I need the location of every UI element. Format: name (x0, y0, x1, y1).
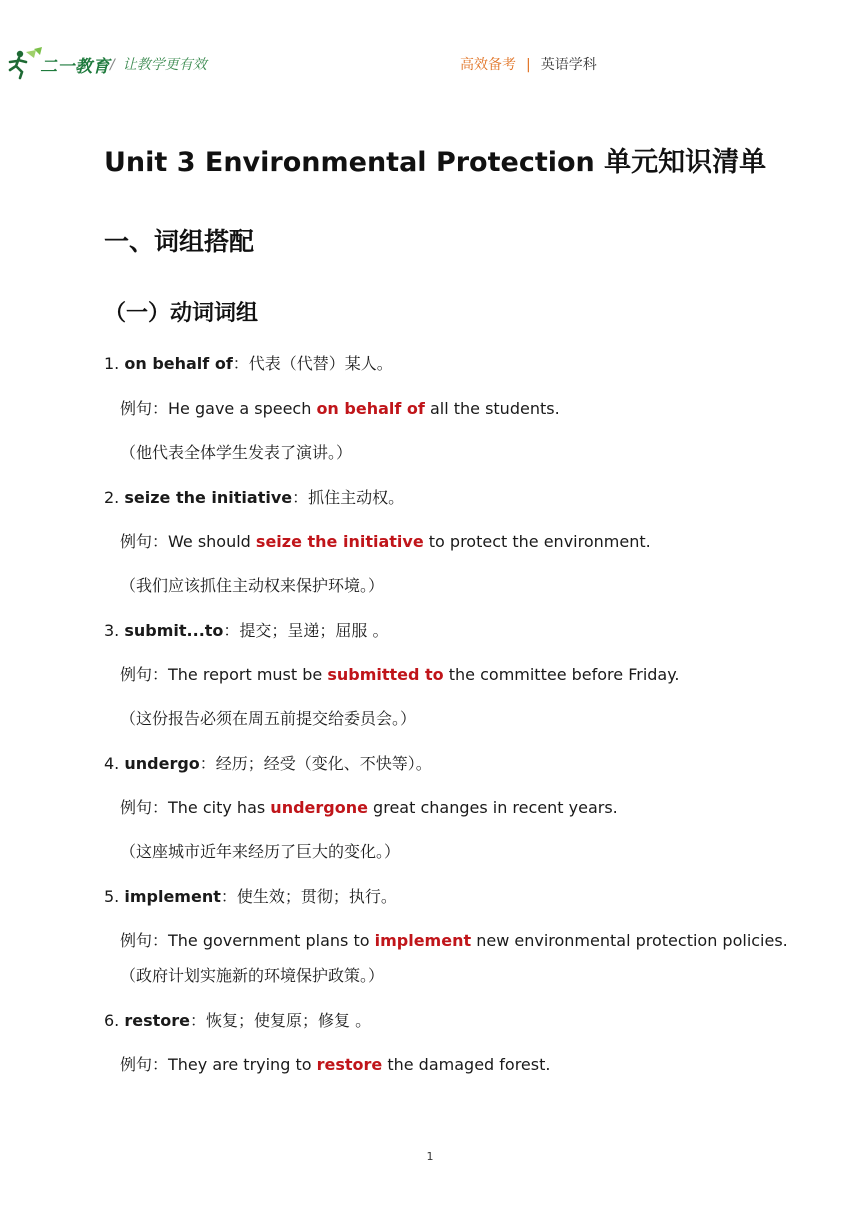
term: undergo (124, 754, 200, 773)
keyword: undergone (270, 798, 368, 817)
subsection-heading: （一）动词词组 (104, 301, 259, 326)
entry-2-translation: （我们应该抓住主动权来保护环境。） (120, 576, 385, 595)
entry-5: 5. implement：使生效；贯彻；执行。 (104, 887, 397, 906)
entry-5-example: 例句：The government plans to implement new environmental protection policies. (120, 931, 788, 950)
entry-2-example: 例句：We should seize the initiative to protect the environment. (120, 532, 651, 551)
running-man-logo-icon (4, 46, 44, 80)
entry-3: 3. submit...to：提交；呈递；屈服 。 (104, 621, 389, 640)
document-title: Unit 3 Environmental Protection 单元知识清单 (104, 147, 767, 178)
entry-6-example: 例句：They are trying to restore the damaged forest. (120, 1055, 551, 1074)
entry-4-translation: （这座城市近年来经历了巨大的变化。） (120, 842, 401, 861)
entry-1-translation: （他代表全体学生发表了演讲。） (120, 443, 353, 462)
term: restore (124, 1011, 191, 1030)
entry-4: 4. undergo：经历；经受（变化、不快等）。 (104, 754, 432, 773)
keyword: submitted to (327, 665, 444, 684)
section-heading: 一、词组搭配 (104, 227, 255, 256)
brand-name: 二一教育 (40, 57, 110, 77)
keyword: restore (316, 1055, 383, 1074)
entry-4-example: 例句：The city has undergone great changes in recent years. (120, 798, 618, 817)
term: seize the initiative (124, 488, 293, 507)
entry-3-example: 例句：The report must be submitted to the committee before Friday. (120, 665, 680, 684)
entry-3-translation: （这份报告必须在周五前提交给委员会。） (120, 709, 417, 728)
header-subject: 高效备考 | 英语学科 (460, 57, 597, 73)
entry-6: 6. restore：恢复；使复原；修复 。 (104, 1011, 372, 1030)
entry-1-example: 例句：He gave a speech on behalf of all the students. (120, 399, 560, 418)
entry-2: 2. seize the initiative：抓住主动权。 (104, 488, 405, 507)
brand-slogan: / 让教学更有效 (110, 57, 207, 73)
keyword: seize the initiative (255, 532, 424, 551)
entry-5-translation: （政府计划实施新的环境保护政策。） (120, 966, 385, 985)
keyword: implement (374, 931, 472, 950)
term: on behalf of (124, 354, 233, 373)
term: submit...to (124, 621, 224, 640)
term: implement (124, 887, 221, 906)
entry-1: 1. on behalf of：代表（代替）某人。 (104, 354, 393, 373)
page-header (0, 40, 860, 84)
page-number: 1 (426, 1150, 434, 1163)
keyword: on behalf of (316, 399, 425, 418)
